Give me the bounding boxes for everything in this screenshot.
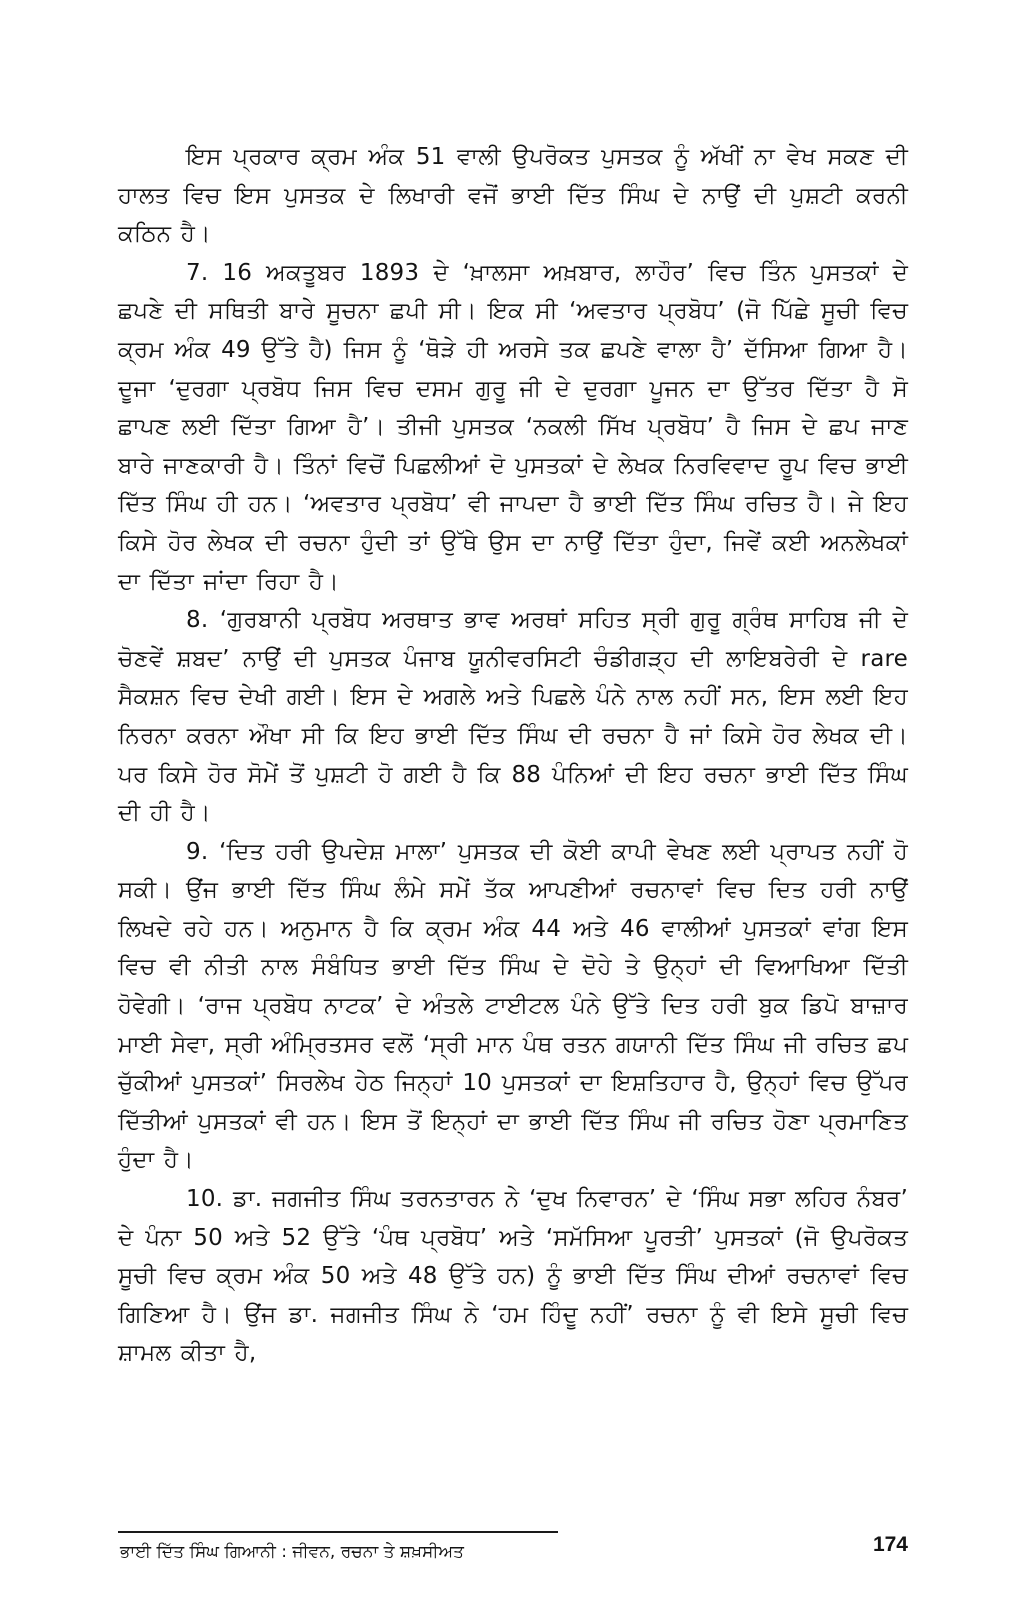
paragraph-1: ਇਸ ਪ੍ਰਕਾਰ ਕ੍ਰਮ ਅੰਕ 51 ਵਾਲੀ ਉਪਰੋਕਤ ਪੁਸਤਕ ਨੂੰ ਅੱਖੀਂ ਨਾ ਵੇਖ ਸਕਣ ਦੀ ਹਾਲਤ ਵਿਚ ਇਸ ਪੁਸਤਕ ਦੇ ਲਿਖਾਰੀ ਵਜੋਂ ਭਾਈ ਦਿੱਤ ਸਿੰਘ ਦੇ ਨਾਉਂ ਦੀ ਪੁਸ਼ਟੀ ਕਰਨੀ ਕਠਿਨ ਹੈ। (118, 144, 908, 248)
footer-divider (118, 1531, 558, 1533)
page-number: 174 (872, 1533, 908, 1556)
paragraph-3: 8. ‘ਗੁਰਬਾਨੀ ਪ੍ਰਬੋਧ ਅਰਥਾਤ ਭਾਵ ਅਰਥਾਂ ਸਹਿਤ ਸ੍ਰੀ ਗੁਰੂ ਗ੍ਰੰਥ ਸਾਹਿਬ ਜੀ ਦੇ ਚੋਣਵੇਂ ਸ਼ਬਦ’ ਨਾਉਂ ਦੀ ਪੁਸਤਕ ਪੰਜਾਬ ਯੂਨੀਵਰਸਿਟੀ ਚੰਡੀਗੜ੍ਹ ਦੀ ਲਾਇਬਰੇਰੀ ਦੇ rare ਸੈਕਸ਼ਨ ਵਿਚ ਦੇਖੀ ਗਈ। ਇਸ ਦੇ ਅਗਲੇ ਅਤੇ ਪਿਛਲੇ ਪੰਨੇ ਨਾਲ ਨਹੀਂ ਸਨ, ਇਸ ਲਈ ਇਹ ਨਿਰਨਾ ਕਰਨਾ ਔਖਾ ਸੀ ਕਿ ਇਹ ਭਾਈ ਦਿੱਤ ਸਿੰਘ ਦੀ ਰਚਨਾ ਹੈ ਜਾਂ ਕਿਸੇ ਹੋਰ ਲੇਖਕ ਦੀ। ਪਰ ਕਿਸੇ ਹੋਰ ਸੋਮੇਂ ਤੋਂ ਪੁਸ਼ਟੀ ਹੋ ਗਈ ਹੈ ਕਿ 88 ਪੰਨਿਆਂ ਦੀ ਇਹ ਰਚਨਾ ਭਾਈ ਦਿੱਤ ਸਿੰਘ ਦੀ ਹੀ ਹੈ। (118, 607, 908, 827)
paragraph-2: 7. 16 ਅਕਤੂਬਰ 1893 ਦੇ ‘ਖ਼ਾਲਸਾ ਅਖ਼ਬਾਰ, ਲਾਹੌਰ’ ਵਿਚ ਤਿੰਨ ਪੁਸਤਕਾਂ ਦੇ ਛਪਣੇ ਦੀ ਸਥਿਤੀ ਬਾਰੇ ਸੂਚਨਾ ਛਪੀ ਸੀ। ਇਕ ਸੀ ‘ਅਵਤਾਰ ਪ੍ਰਬੋਧ’ (ਜੋ ਪਿੱਛੇ ਸੂਚੀ ਵਿਚ ਕ੍ਰਮ ਅੰਕ 49 ਉੱਤੇ ਹੈ) ਜਿਸ ਨੂੰ ‘ਥੋੜੇ ਹੀ ਅਰਸੇ ਤਕ ਛਪਣੇ ਵਾਲਾ ਹੈ’ ਦੱਸਿਆ ਗਿਆ ਹੈ। ਦੂਜਾ ‘ਦੁਰਗਾ ਪ੍ਰਬੋਧ ਜਿਸ ਵਿਚ ਦਸਮ ਗੁਰੂ ਜੀ ਦੇ ਦੁਰਗਾ ਪੂਜਨ ਦਾ ਉੱਤਰ ਦਿੱਤਾ ਹੈ ਸੋ ਛਾਪਣ ਲਈ ਦਿੱਤਾ ਗਿਆ ਹੈ’। ਤੀਜੀ ਪੁਸਤਕ ‘ਨਕਲੀ ਸਿੱਖ ਪ੍ਰਬੋਧ’ ਹੈ ਜਿਸ ਦੇ ਛਪ ਜਾਣ ਬਾਰੇ ਜਾਣਕਾਰੀ ਹੈ। ਤਿੰਨਾਂ ਵਿਚੋਂ ਪਿਛਲੀਆਂ ਦੋ ਪੁਸਤਕਾਂ ਦੇ ਲੇਖਕ ਨਿਰਵਿਵਾਦ ਰੂਪ ਵਿਚ ਭਾਈ ਦਿੱਤ ਸਿੰਘ ਹੀ ਹਨ। ‘ਅਵਤਾਰ ਪ੍ਰਬੋਧ’ ਵੀ ਜਾਪਦਾ ਹੈ ਭਾਈ ਦਿੱਤ ਸਿੰਘ ਰਚਿਤ ਹੈ। ਜੇ ਇਹ ਕਿਸੇ ਹੋਰ ਲੇਖਕ ਦੀ ਰਚਨਾ ਹੁੰਦੀ ਤਾਂ ਉੱਥੇ ਉਸ ਦਾ ਨਾਉਂ ਦਿੱਤਾ ਹੁੰਦਾ, ਜਿਵੇਂ ਕਈ ਅਨਲੇਖਕਾਂ ਦਾ ਦਿੱਤਾ ਜਾਂਦਾ ਰਿਹਾ ਹੈ। (118, 259, 908, 595)
paragraph-4: 9. ‘ਦਿਤ ਹਰੀ ਉਪਦੇਸ਼ ਮਾਲਾ’ ਪੁਸਤਕ ਦੀ ਕੋਈ ਕਾਪੀ ਵੇਖਣ ਲਈ ਪ੍ਰਾਪਤ ਨਹੀਂ ਹੋ ਸਕੀ। ਉਂਜ ਭਾਈ ਦਿੱਤ ਸਿੰਘ ਲੰਮੇ ਸਮੇਂ ਤੱਕ ਆਪਣੀਆਂ ਰਚਨਾਵਾਂ ਵਿਚ ਦਿਤ ਹਰੀ ਨਾਉਂ ਲਿਖਦੇ ਰਹੇ ਹਨ। ਅਨੁਮਾਨ ਹੈ ਕਿ ਕ੍ਰਮ ਅੰਕ 44 ਅਤੇ 46 ਵਾਲੀਆਂ ਪੁਸਤਕਾਂ ਵਾਂਗ ਇਸ ਵਿਚ ਵੀ ਨੀਤੀ ਨਾਲ ਸੰਬੰਧਿਤ ਭਾਈ ਦਿੱਤ ਸਿੰਘ ਦੇ ਦੋਹੇ ਤੇ ਉਨ੍ਹਾਂ ਦੀ ਵਿਆਖਿਆ ਦਿੱਤੀ ਹੋਵੇਗੀ। ‘ਰਾਜ ਪ੍ਰਬੋਧ ਨਾਟਕ’ ਦੇ ਅੰਤਲੇ ਟਾਈਟਲ ਪੰਨੇ ਉੱਤੇ ਦਿਤ ਹਰੀ ਬੁਕ ਡਿਪੋ ਬਾਜ਼ਾਰ ਮਾਈ ਸੇਵਾ, ਸ੍ਰੀ ਅੰਮ੍ਰਿਤਸਰ ਵਲੋਂ ‘ਸ੍ਰੀ ਮਾਨ ਪੰਥ ਰਤਨ ਗਯਾਨੀ ਦਿੱਤ ਸਿੰਘ ਜੀ ਰਚਿਤ ਛਪ ਚੁੱਕੀਆਂ ਪੁਸਤਕਾਂ’ ਸਿਰਲੇਖ ਹੇਠ ਜਿਨ੍ਹਾਂ 10 ਪੁਸਤਕਾਂ ਦਾ ਇਸ਼ਤਿਹਾਰ ਹੈ, ਉਨ੍ਹਾਂ ਵਿਚ ਉੱਪਰ ਦਿੱਤੀਆਂ ਪੁਸਤਕਾਂ ਵੀ ਹਨ। ਇਸ ਤੋਂ ਇਨ੍ਹਾਂ ਦਾ ਭਾਈ ਦਿੱਤ ਸਿੰਘ ਜੀ ਰਚਿਤ ਹੋਣਾ ਪ੍ਰਮਾਣਿਤ ਹੁੰਦਾ ਹੈ। (118, 838, 908, 1174)
running-footer-title: ਭਾਈ ਦਿੱਤ ਸਿੰਘ ਗਿਆਨੀ : ਜੀਵਨ, ਰਚਨਾ ਤੇ ਸ਼ਖ਼ਸੀਅਤ (120, 1542, 464, 1562)
body-text (118, 138, 908, 1373)
paragraph-5: 10. ਡਾ. ਜਗਜੀਤ ਸਿੰਘ ਤਰਨਤਾਰਨ ਨੇ ‘ਦੁਖ ਨਿਵਾਰਨ’ ਦੇ ‘ਸਿੰਘ ਸਭਾ ਲਹਿਰ ਨੰਬਰ’ ਦੇ ਪੰਨਾ 50 ਅਤੇ 52 ਉੱਤੇ ‘ਪੰਥ ਪ੍ਰਬੋਧ’ ਅਤੇ ‘ਸਮੱਸਿਆ ਪੂਰਤੀ’ ਪੁਸਤਕਾਂ (ਜੋ ਉਪਰੋਕਤ ਸੂਚੀ ਵਿਚ ਕ੍ਰਮ ਅੰਕ 50 ਅਤੇ 48 ਉੱਤੇ ਹਨ) ਨੂੰ ਭਾਈ ਦਿੱਤ ਸਿੰਘ ਦੀਆਂ ਰਚਨਾਵਾਂ ਵਿਚ ਗਿਣਿਆ ਹੈ। ਉਂਜ ਡਾ. ਜਗਜੀਤ ਸਿੰਘ ਨੇ ‘ਹਮ ਹਿੰਦੂ ਨਹੀਂ’ ਰਚਨਾ ਨੂੰ ਵੀ ਇਸੇ ਸੂਚੀ ਵਿਚ ਸ਼ਾਮਲ ਕੀਤਾ ਹੈ, (118, 1186, 908, 1367)
